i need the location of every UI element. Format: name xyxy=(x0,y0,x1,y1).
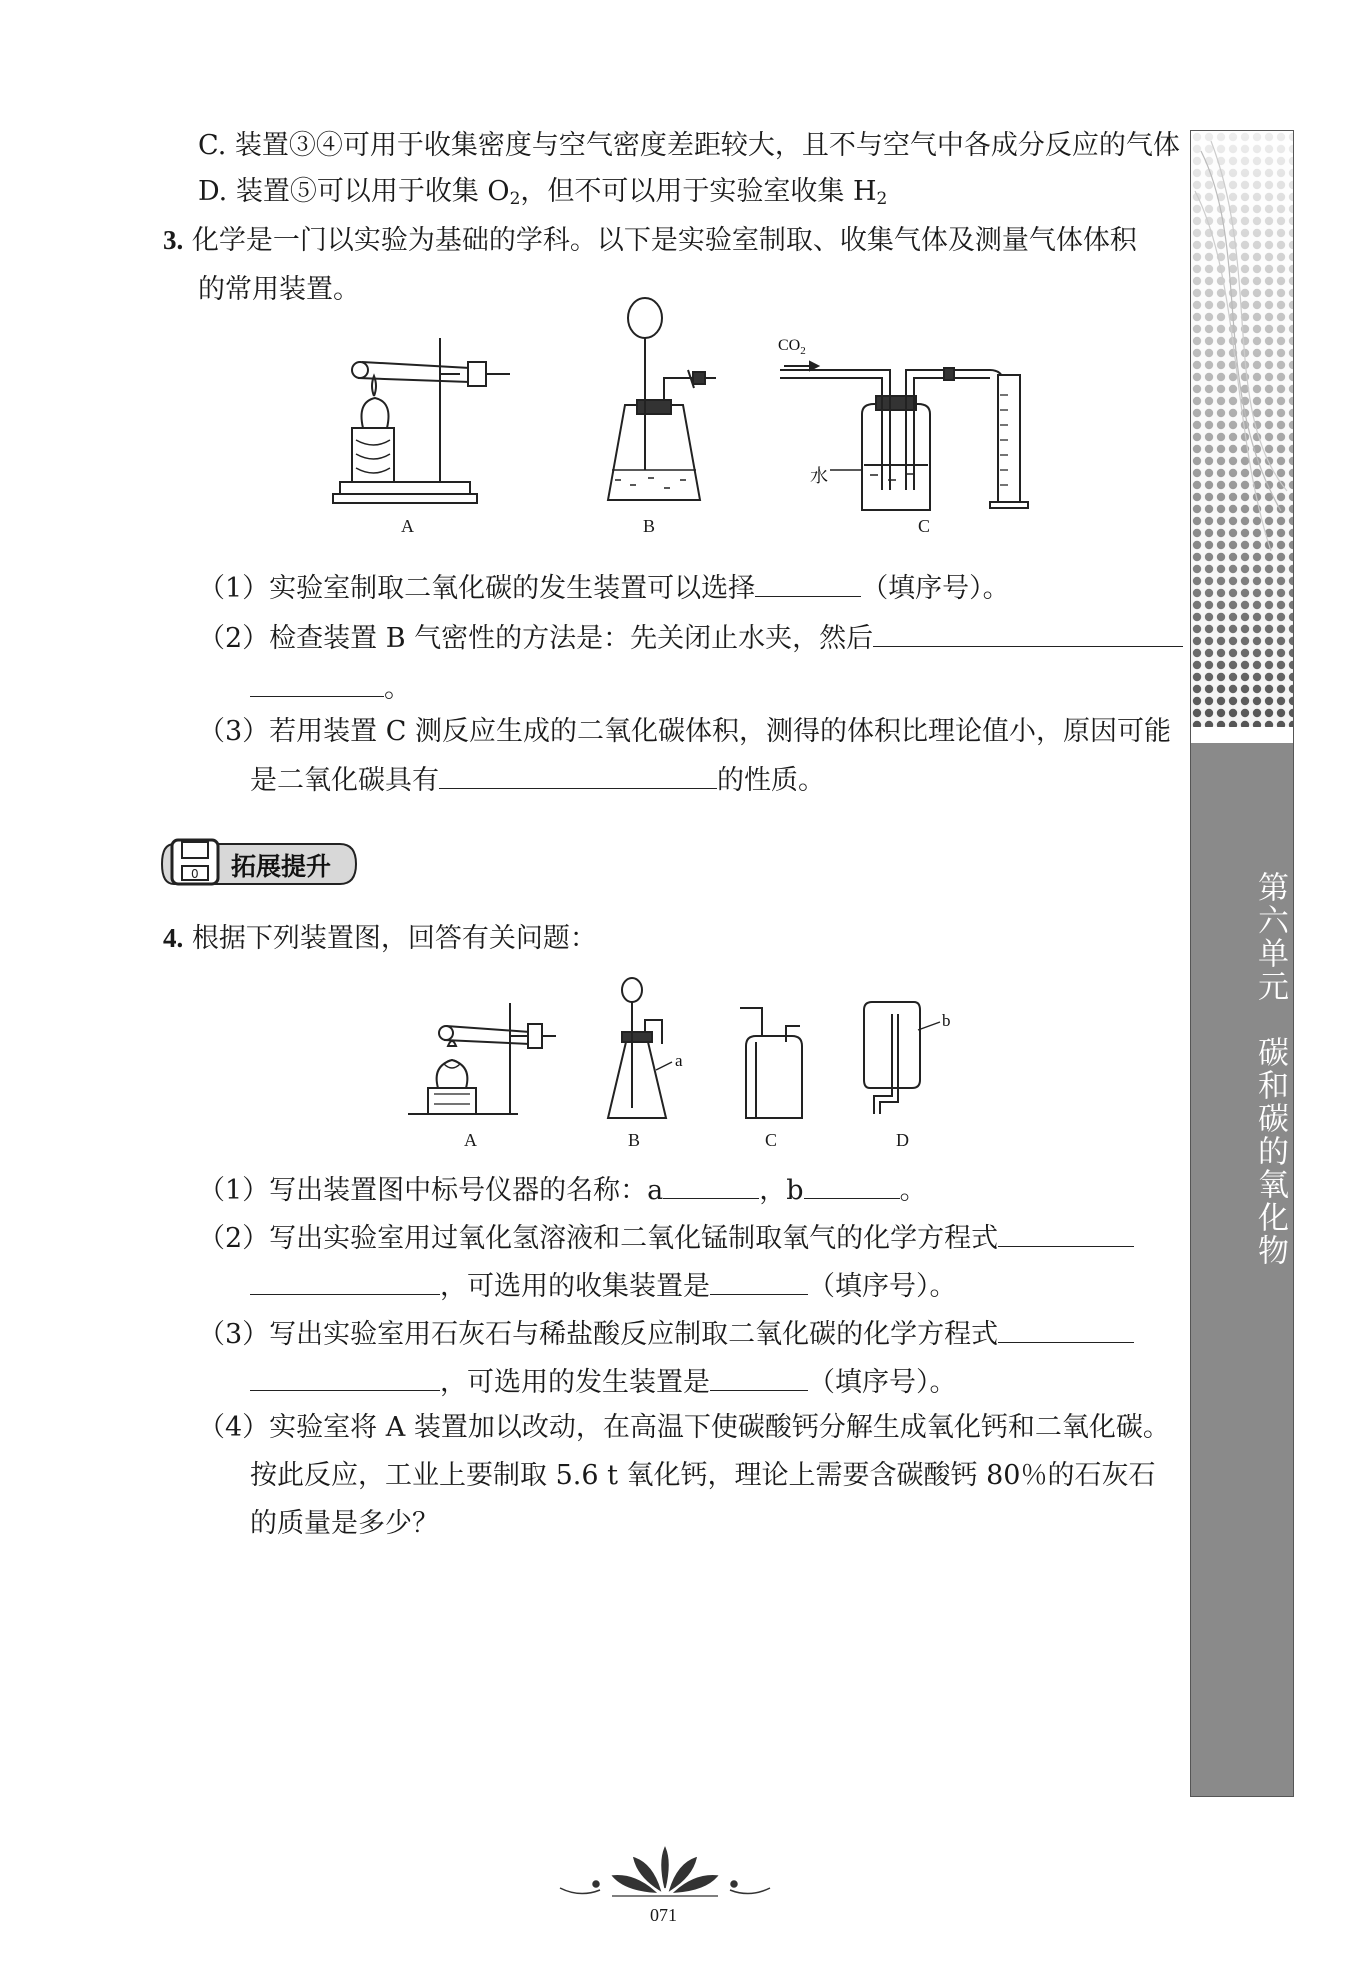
q3-part1: （1）实验室制取二氧化碳的发生装置可以选择 （填序号）。 xyxy=(198,566,1010,609)
question-3-stem-line2: 的常用装置。 xyxy=(198,274,360,305)
unit-title: 第六单元 碳和碳的氧化物 xyxy=(1252,871,1288,1267)
page-number: 071 xyxy=(650,1905,677,1925)
option-d: D. 装置⑤可以用于收集 $O_2$，但不可以用于实验室收集 $H_2$ xyxy=(198,176,888,209)
q4-part1: （1）写出装置图中标号仪器的名称：a ，b 。 xyxy=(198,1168,927,1211)
svg-text:0: 0 xyxy=(191,867,199,881)
label-b: b xyxy=(942,1011,951,1030)
q4-part3-cont: ，可选用的发生装置是 （填序号）。 xyxy=(250,1360,957,1403)
fig1-label-a: A xyxy=(401,516,414,536)
label-a: a xyxy=(675,1051,683,1070)
q4-part3: （3）写出实验室用石灰石与稀盐酸反应制取二氧化碳的化学方程式 xyxy=(198,1312,1134,1355)
fig1-label-c: C xyxy=(918,516,931,536)
water-label: 水 xyxy=(810,466,828,487)
fig2-label-c: C xyxy=(765,1130,778,1150)
q3-part2-cont: 。 xyxy=(250,666,411,709)
q4-part4-line2: 按此反应，工业上要制取 5.6 t 氧化钙，理论上需要含碳酸钙 80％的石灰石 xyxy=(250,1460,1156,1491)
q4-part2-cont: ，可选用的收集装置是 （填序号）。 xyxy=(250,1264,957,1307)
fig2-label-d: D xyxy=(896,1130,909,1150)
question-4-stem: 4. 根据下列装置图，回答有关问题： xyxy=(163,923,597,954)
fig2-label-b: B xyxy=(628,1130,641,1150)
q3-part3: （3）若用装置 C 测反应生成的二氧化碳体积，测得的体积比理论值小，原因可能 xyxy=(198,716,1172,747)
q3-part2: （2）检查装置 B 气密性的方法是：先关闭止水夹，然后 xyxy=(198,616,1183,659)
q4-part4: （4）实验室将 A 装置加以改动，在高温下使碳酸钙分解生成氧化钙和二氧化碳。 xyxy=(198,1412,1170,1443)
co2-label: $CO_2$ xyxy=(778,337,806,357)
question-3-stem: 3. 化学是一门以实验为基础的学科。以下是实验室制取、收集气体及测量气体体积 xyxy=(163,225,1137,256)
section-badge-label: 拓展提升 xyxy=(231,852,332,881)
q4-part4-line3: 的质量是多少？ xyxy=(250,1508,439,1539)
q4-part2: （2）写出实验室用过氧化氢溶液和二氧化锰制取氧气的化学方程式 xyxy=(198,1216,1134,1259)
option-c: C. 装置③④可用于收集密度与空气密度差距较大，且不与空气中各成分反应的气体 xyxy=(198,130,1180,161)
fig2-label-a: A xyxy=(464,1130,477,1150)
fig1-label-b: B xyxy=(643,516,656,536)
q3-part3-cont: 是二氧化碳具有 的性质。 xyxy=(250,758,825,801)
